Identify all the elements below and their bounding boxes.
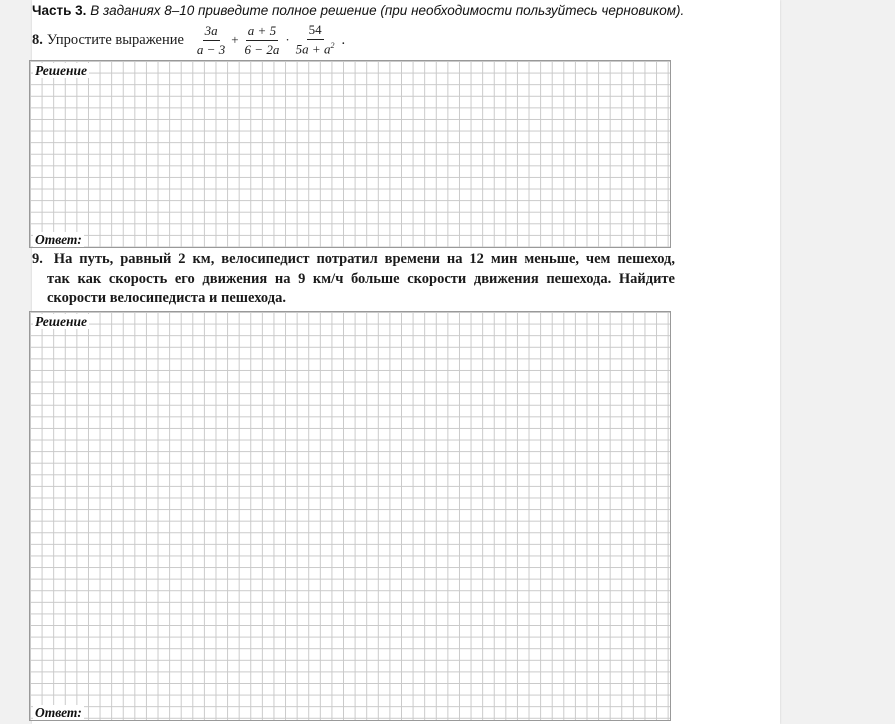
task-8-answer-label: Ответ:: [35, 232, 82, 247]
multiply-operator: ·: [285, 32, 290, 47]
task-9-line-2: так как скорость его движения на 9 км/ч больше скорости движения пешехода. Найдите: [47, 270, 675, 287]
task-9-solution-grid[interactable]: [29, 311, 671, 721]
task-9-answer-label: Ответ:: [35, 705, 82, 720]
task-9-statement: [32, 250, 682, 309]
part-label: Часть 3.: [32, 3, 87, 18]
fraction-3: [294, 22, 337, 57]
part-header: [32, 3, 684, 18]
task-8-number: 8.: [32, 31, 43, 48]
fraction-2-numerator: a + 5: [246, 23, 278, 41]
task-8-end: .: [341, 31, 346, 48]
part-instruction: В заданиях 8–10 приведите полное решение (при необходимости пользуйтесь черновиком).: [90, 3, 685, 18]
fraction-3-denominator-base: 5a + a: [295, 41, 331, 57]
task-9-line-1-text: На путь, равный 2 км, велосипедист потратил времени на 12 мин меньше, чем пешеход,: [53, 251, 675, 267]
fraction-2: [243, 23, 282, 58]
task-8-solution-label: Решение: [35, 63, 87, 78]
fraction-3-denominator: [294, 40, 337, 57]
plus-operator: +: [231, 32, 239, 47]
fraction-3-numerator: 54: [307, 22, 324, 40]
fraction-1: [195, 23, 227, 58]
task-9-line-3: скорости велосипедиста и пешехода.: [47, 290, 286, 306]
fraction-3-exponent: 2: [330, 41, 335, 51]
task-8-solution-grid[interactable]: [29, 60, 671, 248]
fraction-2-denominator: 6 − 2a: [244, 41, 280, 57]
task-9-number: 9.: [32, 251, 43, 267]
fraction-1-denominator: a − 3: [196, 41, 226, 57]
task-9-solution-label: Решение: [35, 314, 87, 329]
fraction-1-numerator: 3a: [203, 23, 220, 41]
task-8-prompt: Упростите выражение: [46, 31, 184, 48]
task-8-statement: [32, 22, 345, 58]
task-9-line-1: [32, 250, 675, 270]
